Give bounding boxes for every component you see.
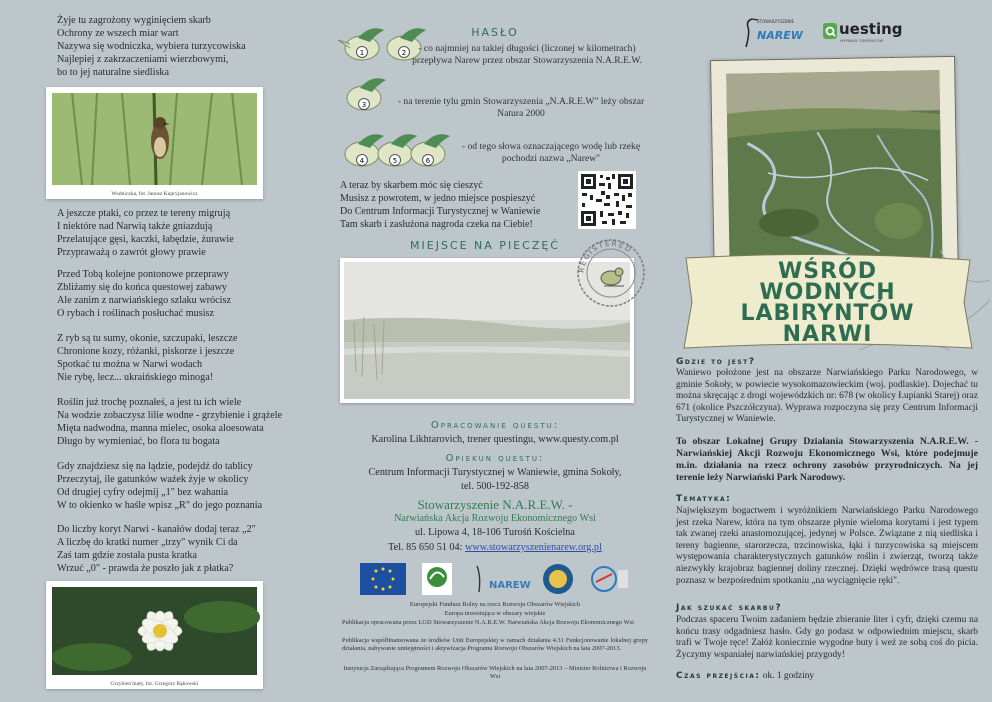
fine-print-3: Publikacja opracowana przez LGD Stowarzyszenie N.A.R.E.W. Narwiańska Akcja Rozwoju Ekonomicznego Wsi	[342, 619, 634, 626]
where-text: Waniewo położone jest na obszarze Narwiańskiego Parku Narodowego, w gminie Sokoły, w powiecie wysokomazowieckim (woj. podlaskie). Dojechać tu można skręcając z drogi wojewódzkich nr: 678 (w okolicy Łupianki Starej) oraz 671 (okolice Pszczółczyna). Wyprawa rozpoczyna się przy Centrum Informacji Turystycznej w Waniewie.	[676, 368, 978, 425]
fine-print-4: Publikacja współfinansowana ze środków Unii Europejskiej w ramach działania 4.31 Funkcjonowanie lokalnej grupy działania, nabywanie umiejętności i aktywizacja Programu Rozwoju Obszarów Wiejskich na lata 2007-2013.	[342, 637, 648, 652]
stamp-section-title: MIEJSCE NA PIECZĘĆ	[410, 239, 560, 252]
time-heading: Czas przejścia:	[676, 671, 761, 681]
photo-caption-wodniczka: Wodniczka, fot. Janusz Kupryjanowicz	[111, 191, 198, 197]
title-line-3: LABIRYNTÓW	[740, 301, 915, 326]
bird-icon	[345, 134, 384, 166]
bird-number-1: 1	[359, 49, 365, 57]
stanza-line: O rybach i roślinach posłuchać musisz	[57, 308, 215, 319]
stanza-fish	[57, 332, 307, 384]
stanza-line: I niektóre nad Narwią także gniazdują	[57, 221, 213, 232]
how-heading: Jak szukać skarbu?	[676, 603, 783, 613]
final-verse-line: Musisz z powrotem, w jedno miejsce pospieszyć	[340, 193, 536, 204]
stanza-line: Ale zanim z narwiańskiego szlaku wrócisz	[57, 295, 231, 306]
final-verse-line: A teraz by skarbem móc się cieszyć	[340, 180, 483, 191]
stanza-line: Gdy znajdziesz się na lądzie, podejdź do tablicy	[57, 461, 253, 472]
stanza-line: Zaś tam gdzie została pusta kratka	[57, 550, 198, 561]
verse-intro-line: Żyje tu zagrożony wyginięciem skarb	[57, 15, 211, 26]
association-text: To obszar Lokalnej Grupy Działania Stowarzyszenia N.A.R.E.W. - Narwiańskiej Akcji Rozwoju Ekonomicznego Wsi, które podejmuje m.in. działania na rzecz ochrony zasobów przyrodniczych. Na jej terenie leży Narwiański Park Narodowy.	[676, 436, 978, 483]
stanza-channels	[57, 523, 307, 575]
stanza-line: Długo by wymieniać, bo flora tu bogata	[57, 436, 220, 447]
narew-logo-text: NAREW	[757, 29, 803, 42]
stanza-line: Na wodzie zobaczysz lilie wodne - grzybienie i grążele	[57, 410, 283, 421]
photo-grzybien	[52, 587, 257, 675]
stanza-line: Chronione kozy, różanki, piskorze i jeszcze	[57, 346, 235, 357]
stanza-line: Roślin już trochę poznałeś, a jest tu ich wiele	[57, 397, 242, 408]
final-verse	[340, 179, 580, 231]
main-title	[700, 261, 955, 345]
photo-wodniczka	[52, 93, 257, 185]
time-text: ok. 1 godziny	[762, 671, 815, 681]
org-website-link[interactable]: www.stowarzyszenienarew.org.pl	[465, 542, 602, 553]
stanza-line: Przypraważą o zawrót głowy prawie	[57, 247, 206, 258]
org-name: Stowarzyszenie N.A.R.E.W. -	[417, 497, 573, 512]
duration-line	[676, 671, 814, 681]
title-line-1: WŚRÓD	[777, 259, 877, 284]
stanza-line: Zbliżamy się do końca questowej zabawy	[57, 282, 228, 293]
svg-text:REGISTERED	[577, 239, 634, 273]
sponsor-logos	[360, 561, 630, 597]
bird-number-2: 2	[401, 49, 407, 57]
prep-title: Opracowanie questu:	[430, 420, 560, 431]
questing-q-icon	[822, 22, 838, 40]
rural-development-logo-icon	[590, 562, 630, 596]
fine-print-5: Instytucja Zarządzająca Programem Rozwoju Obszarów Wiejskich na lata 2007-2013 – Minister Rolnictwa i Rozwoju Wsi	[343, 665, 647, 680]
stanza-line: Spotkać tu można w Narwi wodach	[57, 359, 203, 370]
org-sub: Narwiańska Akcja Rozwoju Ekonomicznego Wsi	[394, 513, 596, 524]
verse-intro-line: Nazywa się wodniczka, wybiera turzycowiska	[57, 41, 246, 52]
title-line-2: WODNYCH	[759, 280, 896, 305]
national-park-logo-icon	[541, 562, 575, 596]
bird-icon	[411, 134, 450, 166]
clue-3: - od tego słowa oznaczającego wodę lub rzekę pochodzi nazwa „Narew"	[461, 141, 641, 164]
stanza-crossings	[57, 268, 307, 320]
org-contact	[340, 542, 650, 553]
verse-intro-line: bo to jej naturalne siedliska	[57, 67, 170, 78]
eu-flag-icon	[360, 563, 406, 595]
right-panel	[660, 0, 992, 702]
middle-panel	[330, 0, 660, 702]
final-verse-line: Tam skarb i zasłużona nagroda czeka na Ciebie!	[340, 219, 533, 230]
stanza-line: Przelatujące gęsi, kaczki, łabędzie, żurawie	[57, 234, 234, 245]
prep-text: Karolina Likhtarovich, trener questingu, www.questy.com.pl	[371, 434, 619, 445]
final-verse-line: Do Centrum Informacji Turystycznej w Waniewie	[340, 206, 541, 217]
narew-logo-icon	[467, 562, 531, 596]
stanza-line: Nie rybę, lecz... ukraińskiego minoga!	[57, 372, 214, 383]
bird-number-6: 6	[425, 157, 431, 165]
stanza-plants	[57, 396, 307, 448]
org-tel: Tel. 85 650 51 04:	[388, 542, 463, 553]
registered-stamp-icon	[574, 236, 648, 310]
photo-grzybien-frame	[46, 581, 263, 689]
stanza-line: Wrzuć „0" - prawda że poszło jak z płatka?	[57, 563, 234, 574]
stamp-arc-text: REGISTERED	[576, 238, 634, 274]
left-panel	[0, 0, 330, 702]
stanza-line: Przed Tobą kolejne pontonowe przeprawy	[57, 269, 229, 280]
title-line-4: NARWI	[782, 322, 873, 347]
clue-2: - na terenie tylu gmin Stowarzyszenia „N.A.R.E.W" leży obszar Natura 2000	[397, 96, 645, 119]
water-lily-image	[52, 587, 257, 675]
reed-bird-image	[52, 93, 257, 185]
bird-icon	[347, 78, 386, 110]
bird-number-3: 3	[361, 101, 367, 109]
qr-code-icon[interactable]	[578, 171, 636, 229]
photo-wodniczka-frame	[46, 87, 263, 199]
questing-logo-text: uesting	[839, 20, 903, 38]
narew-logo	[740, 17, 803, 51]
stanza-birds	[57, 207, 307, 259]
bird-boxes-4-6	[340, 128, 470, 174]
haslo-title: HASŁO	[471, 26, 519, 39]
verse-intro-line: Najlepiej z zakrzaczeniami wierzbowymi,	[57, 54, 229, 65]
questing-logo-sub: WYPRAWY ODKRYWCÓW	[840, 39, 884, 43]
stanza-line: A liczbę do kratki numer „trzy" wynik Ci da	[57, 537, 238, 548]
stanza-line: Z ryb są tu sumy, okonie, szczupaki, leszcze	[57, 333, 238, 344]
where-heading: Gdzie to jest?	[676, 357, 756, 367]
stanza-line: Mięta nadwodna, manna mielec, osoka aloesowata	[57, 423, 264, 434]
questing-logo	[822, 20, 912, 50]
narew-logo-top: STOWARZYSZENIE	[757, 19, 795, 24]
stanza-line: W to okienko w haśle wpisz „R" do jego poznania	[57, 500, 263, 511]
bird-number-4: 4	[359, 157, 365, 165]
aerial-river-image	[726, 70, 942, 270]
stanza-line: Do liczby koryt Narwi - kanałów dodaj teraz „2"	[57, 524, 256, 535]
leader-logo-icon	[422, 563, 452, 595]
svg-text:NAREW: NAREW	[489, 580, 531, 591]
fine-print-1: Europejski Fundusz Rolny na rzecz Rozwoju Obszarów Wiejskich	[409, 601, 581, 608]
stanza-dragonflies	[57, 460, 307, 512]
org-address: ul. Lipowa 4, 18-106 Turośń Kościelna	[415, 527, 575, 538]
bird-number-5: 5	[392, 157, 398, 165]
guard-title: Opiekun questu:	[445, 453, 545, 464]
stanza-line: Od drugiej cyfry odejmij „1" bez wahania	[57, 487, 229, 498]
verse-intro-line: Ochrony ze wszech miar wart	[57, 28, 179, 39]
stanza-line: A jeszcze ptaki, co przez te tereny migrują	[57, 208, 231, 219]
topic-heading: Tematyka:	[676, 494, 732, 504]
guard-tel: tel. 500-192-858	[461, 481, 529, 492]
how-text: Podczas spaceru Twoim zadaniem będzie zbieranie liter i cyfr, dzięki czemu na końcu trasy odgadniesz hasło. Gdy go podasz w odpowiednim miejscu, skarb trafi w Twoje ręce! Załóż koniecznie wygodne buty i weź ze sobą coś do picia. Życzymy wspaniałej narwiańskiej przygody!	[676, 615, 978, 660]
topic-text: Największym bogactwem i wyróżnikiem Narwiańskiego Parku Narodowego jest rzeka Narew, która na tym obszarze płynie wieloma korytami i jest typem tak zwanej rzeki anastomozującej, jedynej w Polsce. Związane z nią siedliska i tereny bagienne, starorzecza, trzcinowiska, łąki i turzycowiska są miejscem występowania charakterystycznych gatunków roślin i zwierząt, tworzą także niezwykły krajobraz bagiennej doliny rzecznej. Dzięki wędrówce trasą questu poznasz w bezpośrednim spotkaniu „na wyciągnięcie ręki".	[676, 506, 978, 586]
fine-print-2: Europa inwestująca w obszary wiejskie	[444, 610, 546, 617]
stanza-line: Przeczytaj, ile gatunków ważek żyje w okolicy	[57, 474, 249, 485]
bird-icon	[378, 134, 417, 166]
verse-intro	[57, 14, 307, 79]
photo-caption-grzybien: Grzybień biały, fot. Grzegorz Rąkowski	[110, 681, 199, 687]
guard-text: Centrum Informacji Turystycznej w Waniewie, gmina Sokoły,	[368, 467, 622, 478]
clue-1: - co najmniej na takiej długości (liczonej w kilometrach) przepływa Narew przez obszar Stowarzyszenia N.A.R.E.W.	[412, 43, 642, 66]
